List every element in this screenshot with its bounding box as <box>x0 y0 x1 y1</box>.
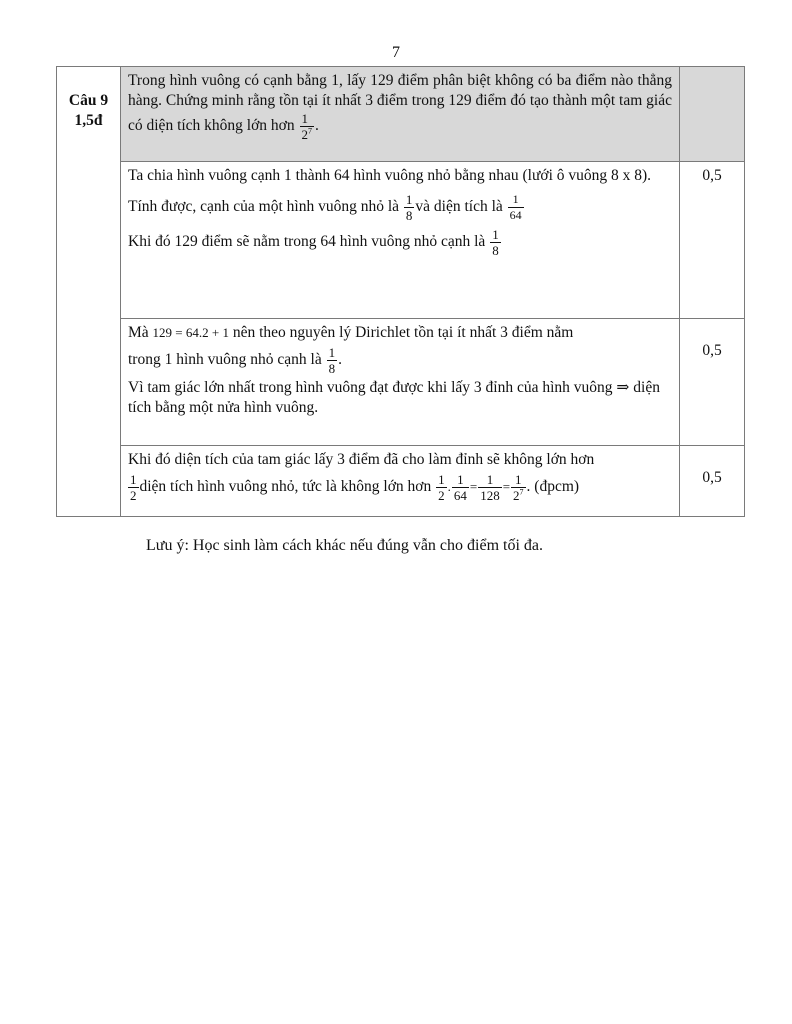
fraction-numerator: 1 <box>300 111 315 127</box>
fraction-exponent: 7 <box>519 487 524 497</box>
step3-equals-1: = <box>469 479 478 495</box>
fraction-exponent: 7 <box>308 126 313 136</box>
solution-step-2 <box>121 319 680 446</box>
step2-dirichlet-text: nên theo nguyên lý Dirichlet tồn tại ít nhất 3 điểm nằm <box>232 324 574 341</box>
question-row <box>57 67 745 162</box>
step1-text-1: Ta chia hình vuông cạnh 1 thành 64 hình vuông nhỏ bằng nhau (lưới ô vuông 8 x 8). <box>128 167 652 184</box>
step3-fraction-b <box>452 472 469 503</box>
fraction-denominator <box>511 488 526 503</box>
fraction-numerator: 1 <box>328 345 336 360</box>
fraction-base: 2 <box>301 127 309 142</box>
fraction-numerator: 1 <box>511 472 526 488</box>
fraction-denominator: 8 <box>328 361 336 376</box>
question-score-cell <box>680 67 745 162</box>
step2-equation: 129 = 64.2 + 1 <box>152 325 229 340</box>
statement-text: Trong hình vuông có cạnh bằng 1, lấy 129 điểm phân biệt không có ba điểm nào thẳng hàng. Chứng minh rằng tồn tại ít nhất 3 điểm trong 129 điểm đó tạo thành một tam giác có diện tích không lớn hơn <box>128 72 672 135</box>
question-points: 1,5đ <box>74 112 103 129</box>
fraction-denominator: 128 <box>480 488 500 503</box>
footnote: Lưu ý: Học sinh làm cách khác nếu đúng vẫn cho điểm tối đa. <box>146 537 544 554</box>
step1-conclusion-text: Khi đó 129 điểm sẽ nằm trong 64 hình vuông nhỏ cạnh là <box>128 233 486 251</box>
fraction-denominator: 64 <box>509 208 522 222</box>
solution-row-2 <box>57 319 745 446</box>
fraction-denominator: 64 <box>453 488 467 503</box>
step2-fraction <box>327 345 338 376</box>
step3-text-2 <box>128 472 672 503</box>
fraction-denominator: 8 <box>492 243 499 258</box>
step1-fraction-conclusion <box>490 227 501 258</box>
step1-fraction-side <box>404 192 415 223</box>
step3-fraction-c <box>478 472 502 503</box>
step1-fraction-area <box>508 192 524 223</box>
solution-row-3 <box>57 446 745 517</box>
grading-table <box>56 66 745 517</box>
fraction-denominator: 2 <box>438 488 445 503</box>
statement-fraction <box>300 111 315 142</box>
solution-row-1 <box>57 162 745 319</box>
step3-text: diện tích hình vuông nhỏ, tức là không lớn hơn <box>139 478 432 496</box>
page-number: 7 <box>392 44 400 61</box>
step2-text-2 <box>128 345 672 376</box>
fraction-numerator: 1 <box>492 227 499 242</box>
step3-end: . (đpcm) <box>526 478 580 496</box>
step2-end: . <box>338 351 342 369</box>
question-statement <box>121 67 680 162</box>
step3-fraction-half <box>128 472 139 503</box>
score-1: 0,5 <box>680 162 745 319</box>
solution-step-3 <box>121 446 680 517</box>
step2-square-text: trong 1 hình vuông nhỏ cạnh là <box>128 351 322 369</box>
step2-text-3: Vì tam giác lớn nhất trong hình vuông đạt được khi lấy 3 đỉnh của hình vuông ⇒ diện tích bằng một nửa hình vuông. <box>128 379 660 416</box>
step1-area-text: và diện tích là <box>415 198 503 216</box>
fraction-numerator: 1 <box>130 472 137 487</box>
step3-equals-2: = <box>502 479 511 495</box>
statement-end: . <box>315 117 319 135</box>
step3-fraction-d <box>511 472 526 503</box>
fraction-numerator: 1 <box>508 192 524 208</box>
score-2: 0,5 <box>680 319 745 446</box>
fraction-numerator: 1 <box>438 472 445 487</box>
fraction-base: 2 <box>513 488 520 503</box>
fraction-denominator <box>300 127 315 142</box>
step1-side-text: Tính được, cạnh của một hình vuông nhỏ là <box>128 198 400 216</box>
step2-ma: Mà <box>128 324 149 341</box>
step1-text-3 <box>128 227 672 258</box>
fraction-denominator: 8 <box>405 208 413 223</box>
step3-fraction-a <box>436 472 447 503</box>
step1-text-2 <box>128 192 672 223</box>
fraction-numerator: 1 <box>405 192 413 207</box>
question-label: Câu 9 <box>68 92 109 109</box>
fraction-denominator: 2 <box>130 488 137 503</box>
solution-step-1 <box>121 162 680 319</box>
score-3: 0,5 <box>680 446 745 517</box>
fraction-numerator: 1 <box>478 472 502 488</box>
step2-text-1 <box>128 323 672 343</box>
step3-dot: . <box>447 479 451 495</box>
step3-text-1: Khi đó diện tích của tam giác lấy 3 điểm đã cho làm đỉnh sẽ không lớn hơn <box>128 451 595 468</box>
fraction-numerator: 1 <box>452 472 469 488</box>
question-label-cell <box>57 67 121 517</box>
